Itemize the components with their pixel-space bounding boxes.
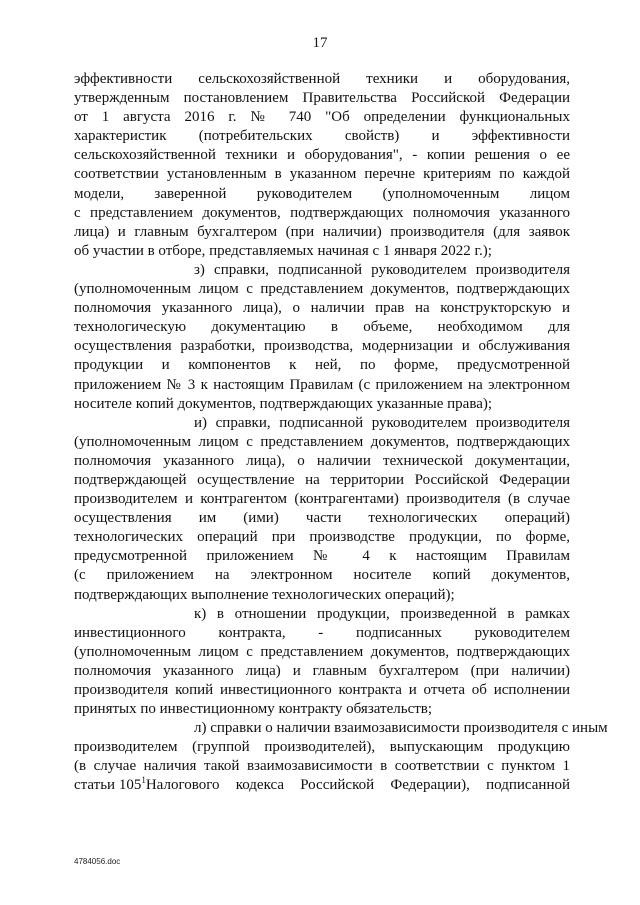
text-line: производителем (группой производителей), выпускающим продукцию (74, 739, 570, 756)
text-line: предусмотренной приложением № 4 к настоящим Правилам (74, 548, 570, 565)
text-line: с представлением документов, подтверждающих полномочия указанного (74, 204, 570, 221)
text-line: принятых по инвестиционному контракту обязательств; (74, 701, 433, 718)
text-line: полномочия указанного лица), о наличии прав на конструкторскую и (74, 300, 570, 317)
document-body (74, 70, 608, 796)
document-code: 4784056.doc (74, 857, 121, 866)
text-line: характеристик (потребительских свойств) и эффективности (74, 128, 570, 145)
line-tail: Налогового кодекса Российской Федерации), подписанной (145, 777, 570, 794)
text-line: производителя копий инвестиционного контракта и отчета об исполнении (74, 682, 570, 698)
page-number: 17 (312, 35, 328, 51)
text-line: сельскохозяйственной техники и оборудования", - копии решения о ее (74, 147, 570, 164)
text-line: носителе копий документов, подтверждающих указанные права); (74, 395, 493, 412)
text-line: осуществления разработки, производства, модернизации и обслуживания (74, 338, 570, 355)
text-line: технологическую документацию в объеме, необходимом для (74, 319, 570, 336)
paragraph-k-first-line: к) в отношении продукции, произведенной в рамках (194, 605, 570, 622)
text-line: продукции и компонентов к ней, по форме, предусмотренной (74, 357, 570, 374)
text-line: подтверждающей осуществление на территории Российской Федерации (74, 471, 570, 488)
text-line: (в случае наличия такой взаимозависимости в соответствии с пунктом 1 (74, 758, 570, 775)
text-line: (уполномоченным лицом с представлением документов, подтверждающих (74, 281, 570, 298)
text-line: лица) и главным бухгалтером (при наличии) производителя (для заявок (74, 223, 570, 240)
text-line: (уполномоченным лицом с представлением документов, подтверждающих (74, 643, 570, 660)
text-line: полномочия указанного лица), о наличии технической документации, (74, 452, 570, 469)
text-line: осуществления им (ими) части технологических операций) (74, 510, 570, 527)
text-line: (с приложением на электронном носителе копий документов, (74, 567, 570, 584)
text-line: соответствии установленным в указанном перечне критериям по каждой (74, 166, 570, 183)
text-line: утвержденным постановлением Правительства Российской Федерации (74, 90, 570, 107)
text-line: полномочия указанного лица) и главным бухгалтером (при наличии) (74, 662, 570, 679)
superscript: 1 (141, 775, 146, 786)
text-line: модели, заверенной руководителем (уполномоченным лицом (74, 185, 570, 202)
text-line: технологических операций при производстве продукции, по форме, (74, 529, 570, 546)
text-line-with-superscript (74, 776, 570, 795)
text-line: эффективности сельскохозяйственной техники и оборудования, (74, 71, 570, 87)
article-ref: статьи $105^1$ (74, 775, 146, 794)
text-line: подтверждающих выполнение технологических операций); (74, 586, 455, 603)
text-line: об участии в отборе, представляемых начиная с 1 января 2022 г.); (74, 242, 492, 259)
paragraph-l-first-line: л) справки о наличии взаимозависимости производителя с иным (194, 720, 608, 737)
text-line: инвестиционного контракта, - подписанных руководителем (74, 624, 570, 641)
paragraph-z-first-line: з) справки, подписанной руководителем производителя (194, 261, 570, 278)
text-line: производителем и контрагентом (контрагентами) производителя (в случае (74, 491, 570, 508)
text-line: от 1 августа 2016 г. № 740 "Об определении функциональных (74, 109, 570, 126)
text-line: приложением № 3 к настоящим Правилам (с приложением на электронном (74, 376, 570, 393)
text-line: (уполномоченным лицом с представлением документов, подтверждающих (74, 433, 570, 450)
paragraph-i-first-line: и) справки, подписанной руководителем производителя (194, 414, 570, 431)
